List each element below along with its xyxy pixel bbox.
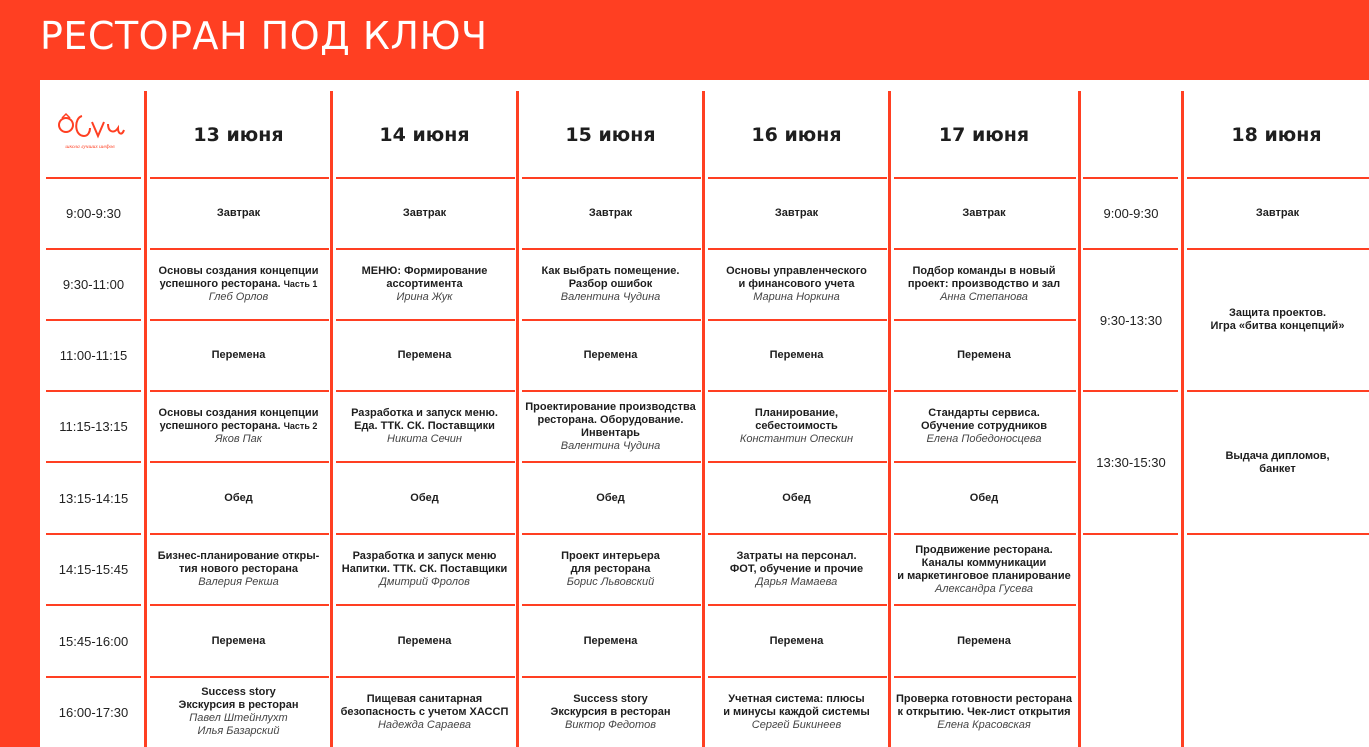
session-title-text: Проектирование производства ресторана. Оборудование. Инвентарь [525, 400, 696, 439]
session-title [723, 693, 870, 719]
day-header [333, 92, 516, 178]
session-cell [147, 677, 330, 747]
session-title [217, 207, 260, 220]
session-title-text: Перемена [583, 349, 638, 361]
session-cell [1186, 391, 1369, 534]
session-cell [519, 391, 702, 462]
session-title [730, 550, 863, 576]
session-cell [147, 249, 330, 320]
session-title [351, 407, 498, 433]
session-cell [1186, 249, 1369, 391]
session-title-text: Перемена [211, 349, 266, 361]
session-speaker: Марина Норкина [753, 291, 840, 303]
session-cell [519, 605, 702, 677]
session-title-text: Разработка и запуск меню. Еда. ТТК. СК. Поставщики [351, 407, 498, 432]
session-speaker: Елена Победоносцева [926, 433, 1042, 445]
session-cell [519, 534, 702, 605]
session-speaker: Сергей Бикинеев [751, 718, 842, 731]
session-speaker: Надежда Сараева [377, 718, 472, 731]
session-title-text: Обед [410, 491, 439, 504]
session-title-text: Затраты на персонал. ФОТ, обучение и прочие [729, 550, 864, 575]
session-title [589, 207, 632, 220]
session-title-text: Завтрак [402, 207, 447, 219]
session-title-text: Перемена [397, 349, 452, 361]
session-cell [705, 605, 888, 677]
session-title [584, 349, 638, 362]
session-cell [891, 249, 1077, 320]
session-cell [891, 178, 1077, 249]
session-speaker: Борис Львовский [566, 576, 655, 588]
time-label: 9:30-11:00 [62, 277, 125, 292]
time-slot [44, 677, 143, 747]
session-title [542, 265, 680, 291]
session-title-text: Завтрак [588, 207, 633, 219]
session-title [362, 265, 488, 291]
session-title-text: Перемена [397, 634, 452, 647]
session-title: Выдача дипломов, банкет [1225, 449, 1330, 475]
session-title [726, 265, 867, 291]
session-title-text: Обед [224, 491, 253, 504]
logo-tagline: школа лучших шефов [65, 144, 115, 150]
session-title-text: Перемена [957, 349, 1011, 361]
time-slot [44, 178, 143, 249]
session-title-text: Обед [596, 491, 625, 504]
session-title [159, 265, 319, 291]
session-speaker: Дмитрий Фролов [379, 576, 470, 588]
session-title-text: Перемена [957, 634, 1011, 647]
session-part-note: Часть 1 [283, 279, 318, 289]
time-slot [44, 534, 143, 605]
session-cell [519, 249, 702, 320]
session-speaker: Валерия Рекша [198, 576, 279, 588]
time-slot [44, 320, 143, 391]
session-title [782, 492, 810, 505]
session-title-text: Проект интерьера для ресторана [561, 550, 660, 575]
session-title-text: Завтрак [774, 207, 819, 219]
session-speaker: Ирина Жук [396, 291, 453, 303]
session-cell [705, 677, 888, 747]
session-cell [705, 178, 888, 249]
session-cell [891, 605, 1077, 677]
session-cell [333, 534, 516, 605]
session-title [551, 693, 671, 719]
session-title-text: Основы создания концепции успешного ресторана. [158, 265, 319, 290]
session-title-text: Пищевая санитарная безопасность с учетом ХАССП [340, 692, 509, 718]
session-title [897, 544, 1070, 583]
session-title [179, 686, 299, 712]
session-title [896, 693, 1072, 719]
session-title [410, 492, 438, 505]
time-label: 9:00-9:30 [66, 206, 121, 221]
time-slot [44, 249, 143, 320]
session-title-text: Стандарты сервиса. Обучение сотрудников [920, 407, 1047, 432]
session-title [212, 635, 266, 648]
session-title [341, 693, 509, 719]
session-cell [333, 178, 516, 249]
session-title-text: Перемена [769, 634, 824, 647]
session-cell [705, 320, 888, 391]
session-title-text: Разработка и запуск меню Напитки. ТТК. СК. Поставщики [341, 550, 508, 575]
session-speaker: Павел Штейнлухт Илья Базарский [189, 712, 288, 737]
time-label: 9:00-9:30 [1103, 206, 1159, 221]
session-speaker: Глеб Орлов [208, 291, 269, 303]
session-title-text: Success story Экскурсия в ресторан [178, 686, 299, 711]
session-title [775, 207, 818, 220]
time-slot [44, 462, 143, 534]
day-date: 17 июня [938, 124, 1030, 146]
time-label: 13:30-15:30 [1096, 455, 1166, 470]
day-date: 15 июня [565, 124, 656, 146]
session-title [224, 492, 252, 505]
day-date: 13 июня [193, 124, 284, 146]
day-header [705, 92, 888, 178]
time-label: 16:00-17:30 [58, 704, 129, 720]
session-title-text: Завтрак [962, 207, 1006, 219]
session-title [158, 550, 320, 576]
session-cell [519, 677, 702, 747]
session-speaker: Яков Пак [215, 433, 262, 445]
session-cell [147, 605, 330, 677]
session-title-text: Продвижение ресторана. Каналы коммуникации и маркетинговое планирование [897, 543, 1071, 582]
session-title [212, 349, 266, 362]
session-cell [891, 677, 1077, 747]
time-slot [44, 605, 143, 677]
session-title [962, 207, 1005, 220]
session-title-text: Перемена [211, 634, 266, 647]
session-speaker: Никита Сечин [387, 433, 462, 445]
session-title-text: Основы управленческого и финансового учета [726, 265, 867, 290]
session-cell [705, 462, 888, 534]
session-cell [333, 677, 516, 747]
session-title [561, 550, 660, 576]
session-cell [519, 320, 702, 391]
time-slot [1082, 178, 1180, 249]
time-slot [1082, 249, 1180, 391]
session-title [584, 635, 638, 648]
session-title [159, 407, 319, 433]
session-speaker: Валентина Чудина [560, 439, 661, 452]
session-cell [891, 462, 1077, 534]
day-header [1184, 92, 1369, 178]
session-title-text: Как выбрать помещение. Разбор ошибок [541, 265, 680, 290]
session-title-text: Обед [782, 491, 811, 504]
session-cell [891, 320, 1077, 391]
caviar-logo-icon [52, 108, 128, 152]
session-title: Защита проектов. Игра «битва концепций» [1210, 307, 1345, 332]
session-title: Завтрак [1255, 207, 1300, 219]
session-cell [1186, 178, 1369, 249]
session-title [921, 407, 1047, 433]
session-cell [333, 320, 516, 391]
session-title [403, 207, 446, 220]
session-cell [147, 320, 330, 391]
day-header [519, 92, 702, 178]
session-title [957, 349, 1011, 362]
session-cell [333, 605, 516, 677]
session-title-text: Проверка готовности ресторана к открытию. Чек-лист открытия [896, 692, 1072, 718]
session-cell [147, 178, 330, 249]
session-title [970, 492, 998, 505]
session-speaker: Александра Гусева [934, 582, 1033, 595]
session-title [398, 635, 452, 648]
session-cell [147, 391, 330, 462]
session-title [908, 265, 1060, 291]
session-title-text: Основы создания концепции успешного ресторана. [158, 407, 319, 432]
column-divider [1181, 91, 1184, 747]
session-cell [891, 391, 1077, 462]
session-title-text: Бизнес-планирование откры- тия нового ресторана [157, 550, 320, 575]
session-title [596, 492, 624, 505]
day-header [147, 92, 330, 178]
session-title [770, 349, 824, 362]
session-cell [147, 462, 330, 534]
session-speaker: Елена Красовская [937, 718, 1031, 731]
session-cell [519, 178, 702, 249]
time-label: 13:15-14:15 [58, 490, 129, 506]
session-speaker: Дарья Мамаева [755, 576, 838, 588]
session-cell [891, 534, 1077, 605]
time-slot [44, 391, 143, 462]
session-title [770, 635, 824, 648]
session-speaker: Валентина Чудина [560, 291, 661, 303]
session-title-text: Перемена [583, 634, 638, 647]
session-part-note: Часть 2 [283, 421, 318, 431]
schedule-table [40, 80, 1369, 747]
time-label: 14:15-15:45 [58, 562, 129, 577]
day-date: 14 июня [379, 124, 470, 146]
session-cell [519, 462, 702, 534]
session-title-text: Подбор команды в новый проект: производство и зал [907, 265, 1061, 290]
time-slot [1082, 391, 1180, 534]
session-speaker: Виктор Федотов [565, 718, 656, 731]
day-date: 18 июня [1231, 124, 1322, 146]
session-title [957, 635, 1011, 648]
session-title-text: Success story Экскурсия в ресторан [550, 692, 671, 718]
time-label: 11:15-13:15 [59, 419, 128, 434]
time-label: 15:45-16:00 [58, 633, 129, 649]
session-title [755, 407, 838, 433]
session-title [342, 550, 507, 576]
session-cell [333, 249, 516, 320]
session-cell [333, 391, 516, 462]
column-divider [1078, 91, 1081, 747]
session-title [398, 349, 452, 362]
session-title-text: Планирование, себестоимость [754, 407, 839, 432]
session-title-text: Завтрак [216, 207, 261, 219]
time-label: 9:30-13:30 [1099, 312, 1163, 328]
session-title-text: Учетная система: плюсы и минусы каждой системы [723, 692, 870, 718]
session-cell [333, 462, 516, 534]
session-title-text: МЕНЮ: Формирование ассортимента [361, 265, 488, 290]
session-cell [705, 249, 888, 320]
session-title-text: Перемена [769, 349, 824, 361]
page-title: РЕСТОРАН ПОД КЛЮЧ [40, 14, 488, 58]
session-speaker: Анна Степанова [940, 291, 1028, 303]
session-cell [147, 534, 330, 605]
session-cell [705, 391, 888, 462]
day-date: 16 июня [751, 124, 842, 146]
day-header [891, 92, 1077, 178]
session-speaker: Константин Опескин [739, 433, 854, 445]
session-cell [705, 534, 888, 605]
session-title [525, 401, 695, 440]
time-label: 11:00-11:15 [59, 348, 128, 363]
session-title-text: Обед [969, 491, 999, 504]
